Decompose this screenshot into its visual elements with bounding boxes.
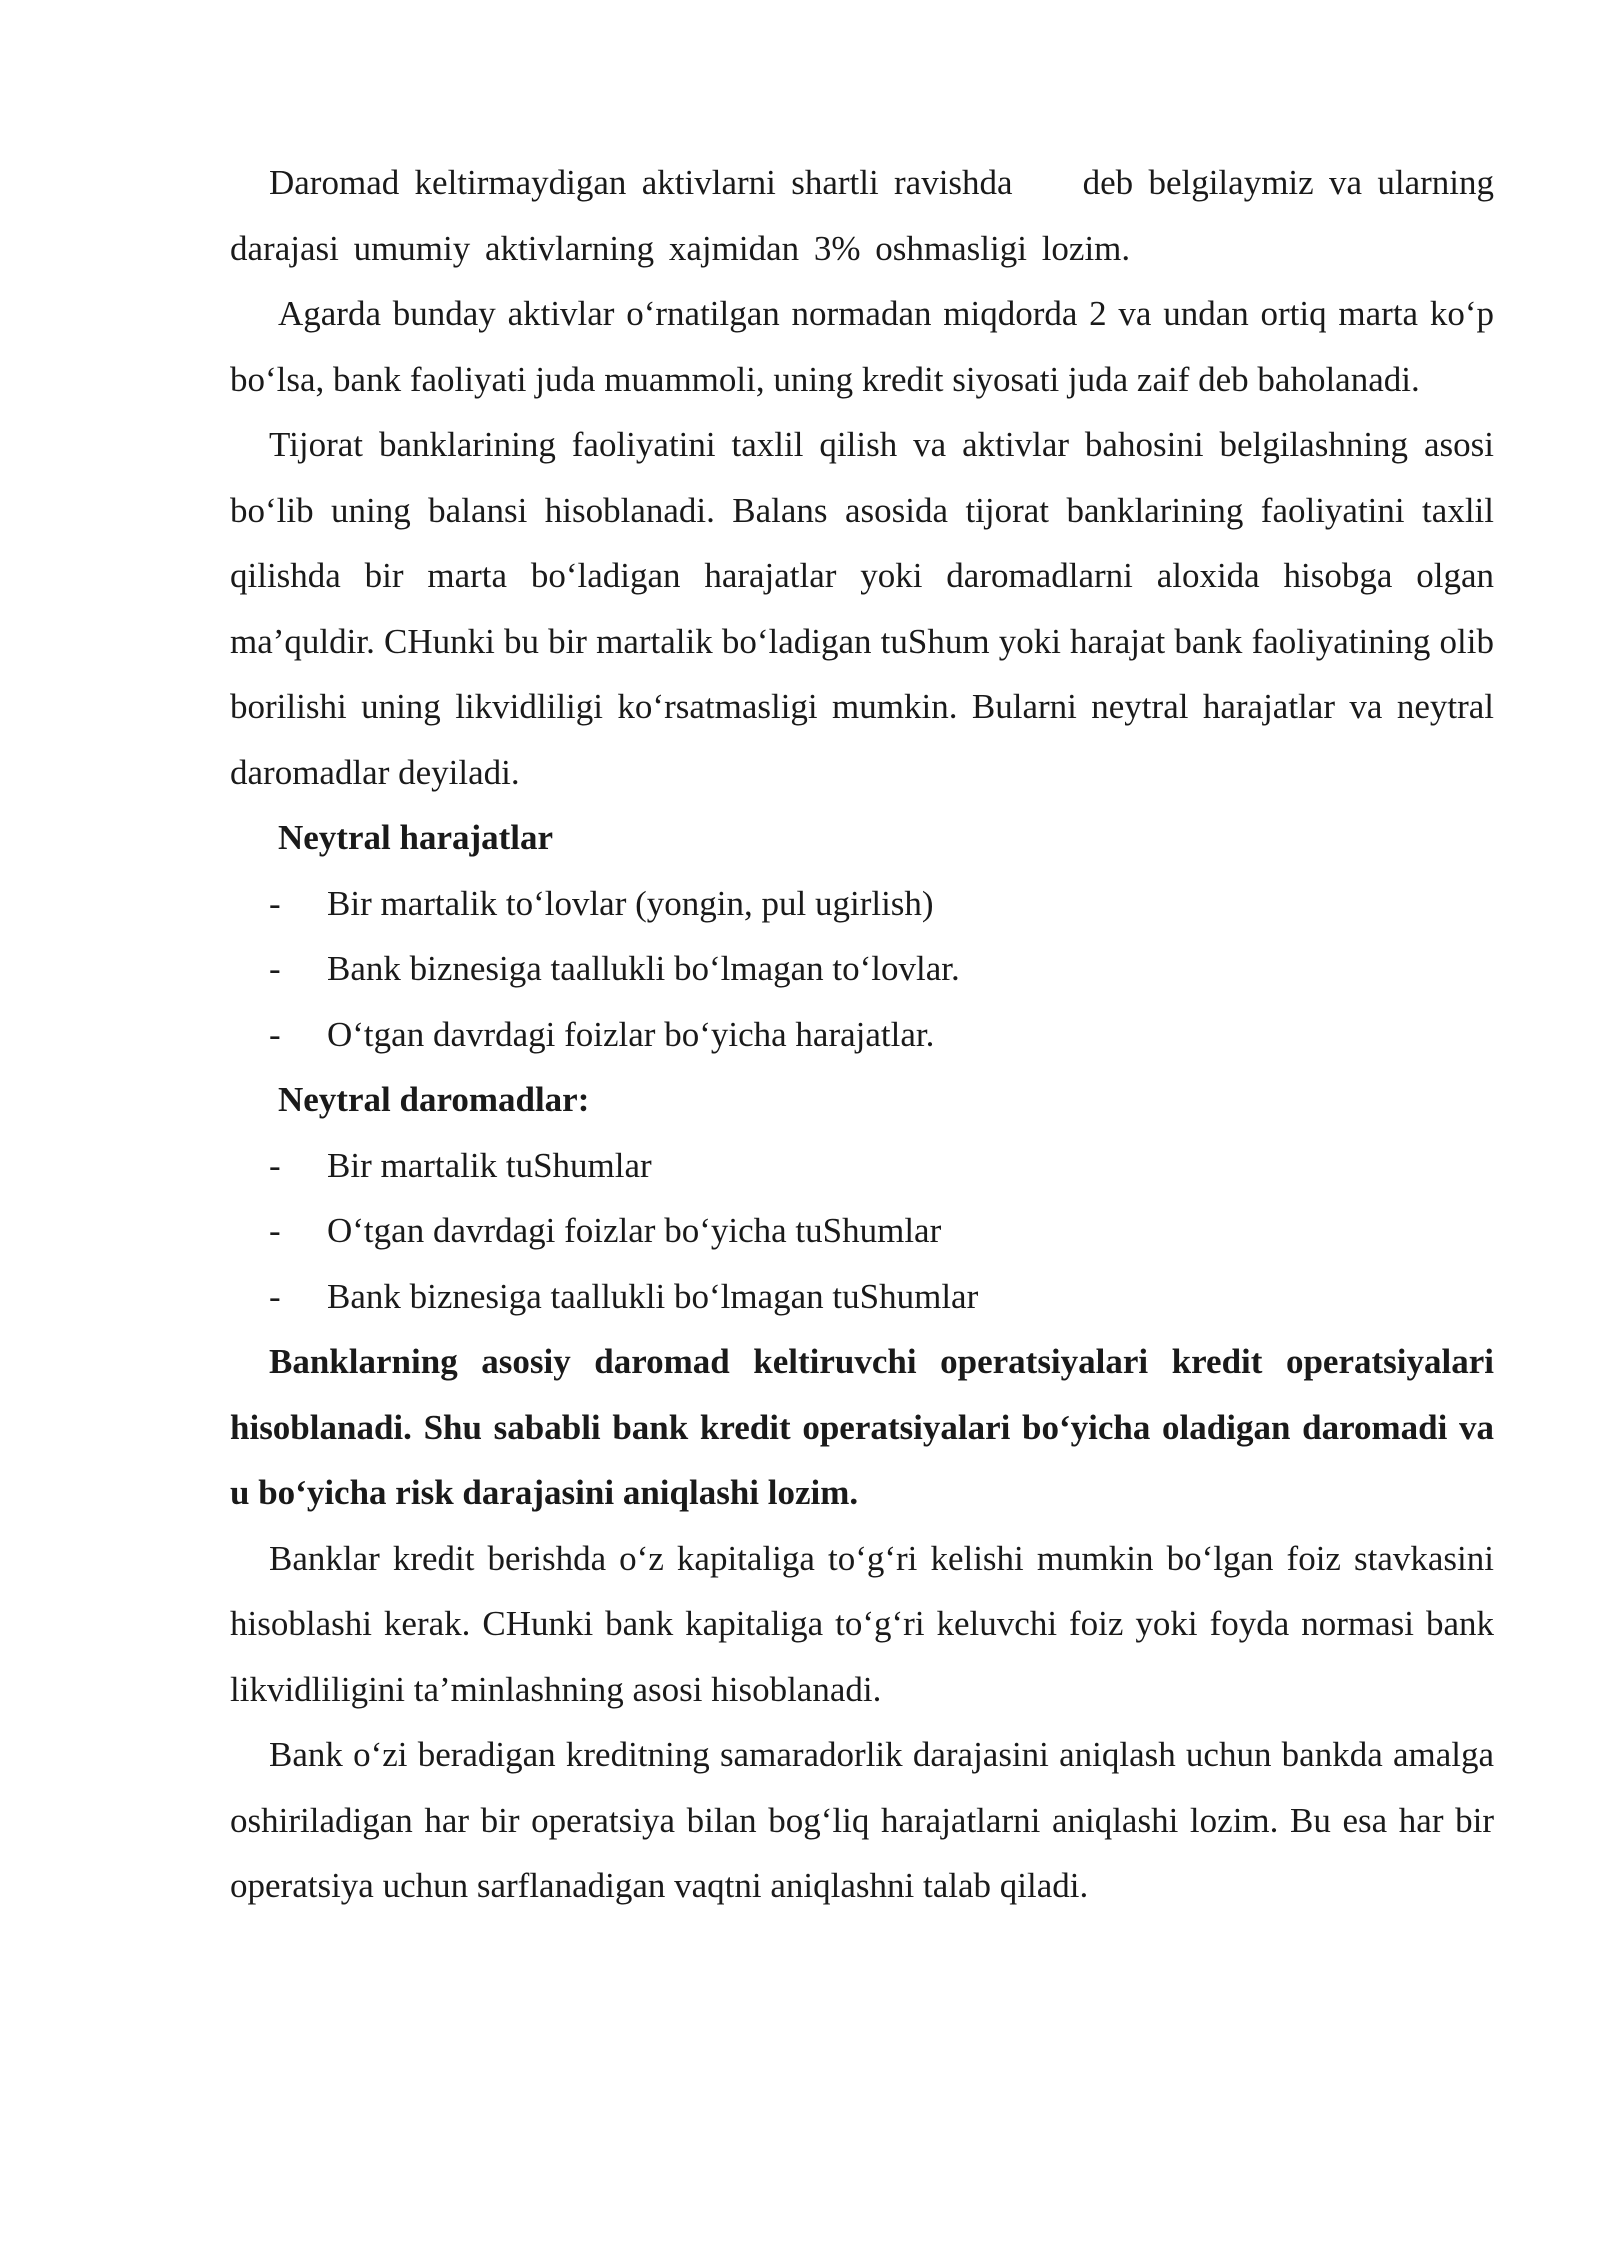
list-neutral-income: [230, 1133, 1494, 1330]
list-item-text: Bank biznesiga taallukli bo‘lmagan tuShumlar: [327, 1276, 979, 1316]
heading-neutral-income: Neytral daromadlar:: [278, 1080, 590, 1119]
paragraph-nonperforming-assets-end: deb belgilaymiz va ularning darajasi umumiy aktivlarning xajmidan 3% oshmasligi lozim.: [230, 163, 1495, 268]
paragraph-nonperforming-assets-start: Daromad keltirmaydigan aktivlarni shartli ravishda: [269, 163, 1013, 202]
list-item: [230, 1002, 1494, 1068]
paragraph-credit-efficiency: Bank o‘zi beradigan kreditning samaradorlik darajasini aniqlash uchun bankda amalga oshiriladigan har bir operatsiya bilan bog‘liq harajatlarni aniqlashi lozim. Bu esa har bir operatsiya uchun sarflanadigan vaqtni aniqlashni talab qiladi.: [230, 1735, 1494, 1905]
list-item-text: O‘tgan davrdagi foizlar bo‘yicha harajatlar.: [327, 1014, 935, 1054]
paragraph-problem-bank: Agarda bunday aktivlar o‘rnatilgan normadan miqdorda 2 va undan ortiq marta ko‘p bo‘lsa, bank faoliyati juda muammoli, uning kredit siyosati juda zaif deb baholanadi.: [230, 294, 1494, 399]
list-item: [230, 871, 1494, 937]
list-item: [230, 1198, 1494, 1264]
heading-neutral-expenses: Neytral harajatlar: [278, 818, 554, 857]
list-item: [230, 1133, 1494, 1199]
list-neutral-expenses: [230, 871, 1494, 1068]
list-item-text: Bank biznesiga taallukli bo‘lmagan to‘lovlar.: [327, 949, 960, 988]
document-page: [230, 150, 1494, 1919]
paragraph-nonperforming-assets: [230, 150, 1494, 281]
list-bullet: -: [269, 1014, 281, 1054]
list-bullet: -: [269, 949, 281, 988]
paragraph-credit-operations: Banklarning asosiy daromad keltiruvchi operatsiyalari kredit operatsiyalari hisoblanadi. Shu sababli bank kredit operatsiyalari bo‘yicha oladigan daromadi va u bo‘yicha risk darajasini aniqlashi lozim.: [230, 1342, 1494, 1512]
paragraph-balance-analysis: Tijorat banklarining faoliyatini taxlil qilish va aktivlar bahosini belgilashning asosi bo‘lib uning balansi hisoblanadi. Balans asosida tijorat banklarining faoliyatini taxlil qilishda bir marta bo‘ladigan harajatlar yoki daromadlarni aloxida hisobga olgan ma’quldir. CHunki bu bir martalik bo‘ladigan tuShum yoki harajat bank faoliyatining olib borilishi uning likvidliligi ko‘rsatmasligi mumkin. Bularni neytral harajatlar va neytral daromadlar deyiladi.: [230, 425, 1494, 792]
list-item-text: Bir martalik tuShumlar: [327, 1145, 652, 1185]
list-bullet: -: [269, 1276, 281, 1316]
list-item-text: Bir martalik to‘lovlar (yongin, pul ugirlish): [327, 883, 934, 923]
paragraph-interest-rate: Banklar kredit berishda o‘z kapitaliga to‘g‘ri kelishi mumkin bo‘lgan foiz stavkasini hisoblashi kerak. CHunki bank kapitaliga to‘g‘ri keluvchi foiz yoki foyda normasi bank likvidliligini ta’minlashning asosi hisoblanadi.: [230, 1538, 1494, 1709]
list-bullet: -: [269, 883, 281, 923]
list-bullet: -: [269, 1145, 281, 1185]
list-item-text: O‘tgan davrdagi foizlar bo‘yicha tuShumlar: [327, 1211, 942, 1250]
list-item: [230, 936, 1494, 1002]
list-item: [230, 1264, 1494, 1330]
list-bullet: -: [269, 1211, 281, 1250]
